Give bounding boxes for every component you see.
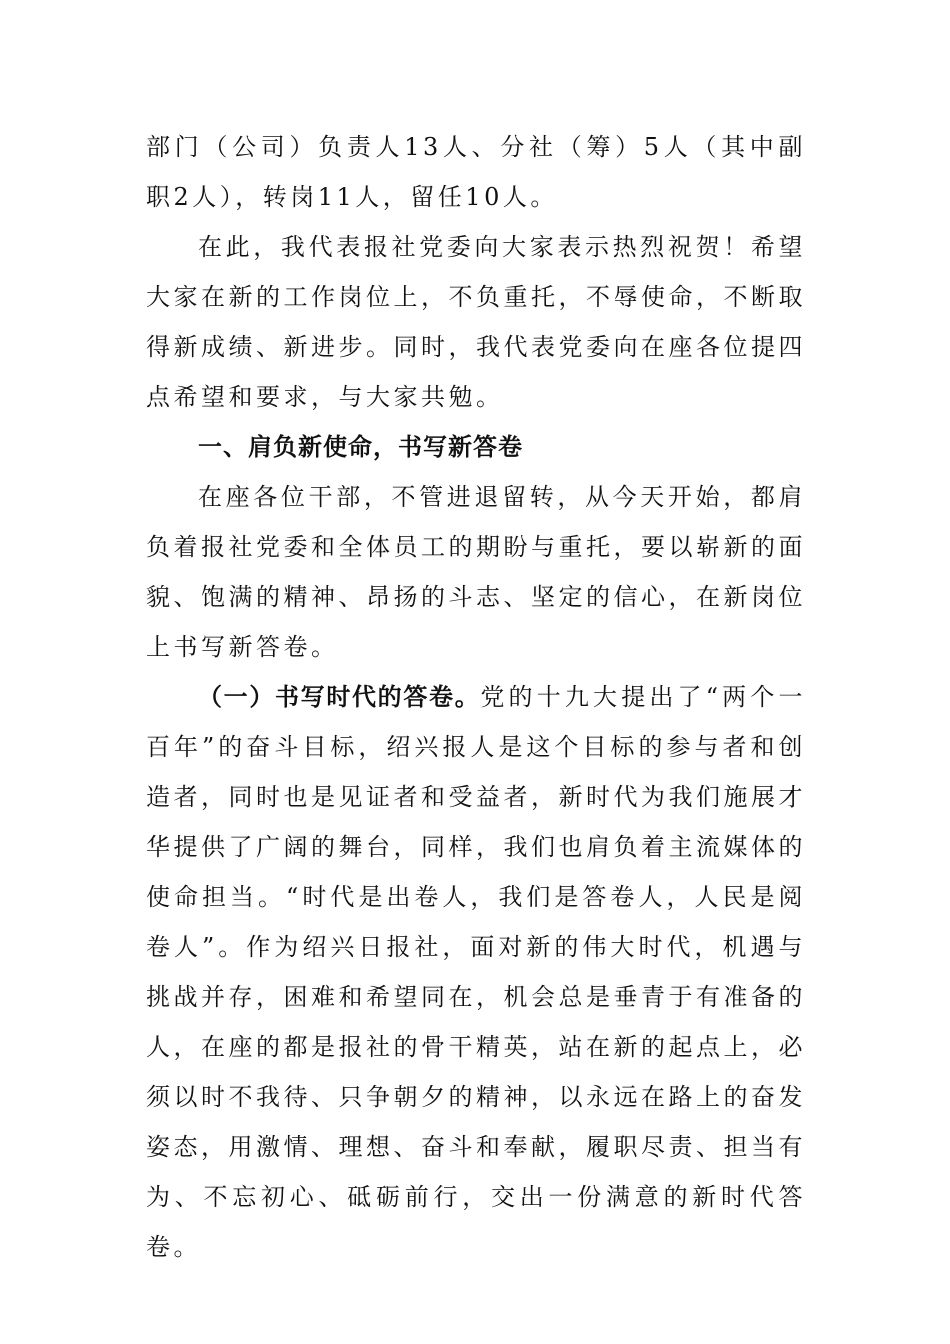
document-page: [146, 122, 806, 1272]
subheading-era-answer: （一）书写时代的答卷。: [198, 683, 481, 711]
paragraph-era-answer: [146, 672, 806, 1272]
paragraph-era-answer-body: 党的十九大提出了“两个一百年”的奋斗目标，绍兴报人是这个目标的参与者和创造者，同时也是见证者和受益者，新时代为我们施展才华提供了广阔的舞台，同样，我们也肩负着主流媒体的使命担当。“时代是出卷人，我们是答卷人，人民是阅卷人”。作为绍兴日报社，面对新的伟大时代，机遇与挑战并存，困难和希望同在，机会总是垂青于有准备的人，在座的都是报社的骨干精英，站在新的起点上，必须以时不我待、只争朝夕的精神，以永远在路上的奋发姿态，用激情、理想、奋斗和奉献，履职尽责、担当有为、不忘初心、砥砺前行，交出一份满意的新时代答卷。: [146, 683, 806, 1261]
section-heading-1: 一、肩负新使命，书写新答卷: [198, 433, 523, 461]
paragraph-new-mission: 在座各位干部，不管进退留转，从今天开始，都肩负着报社党委和全体员工的期盼与重托，要以崭新的面貌、饱满的精神、昂扬的斗志、坚定的信心，在新岗位上书写新答卷。: [146, 483, 806, 661]
paragraph-congratulations: 在此，我代表报社党委向大家表示热烈祝贺！希望大家在新的工作岗位上，不负重托，不辱使命，不断取得新成绩、新进步。同时，我代表党委向在座各位提四点希望和要求，与大家共勉。: [146, 233, 806, 411]
paragraph-staff-summary: 部门（公司）负责人13人、分社（筹）5人（其中副职2人），转岗11人，留任10人。: [146, 133, 806, 211]
